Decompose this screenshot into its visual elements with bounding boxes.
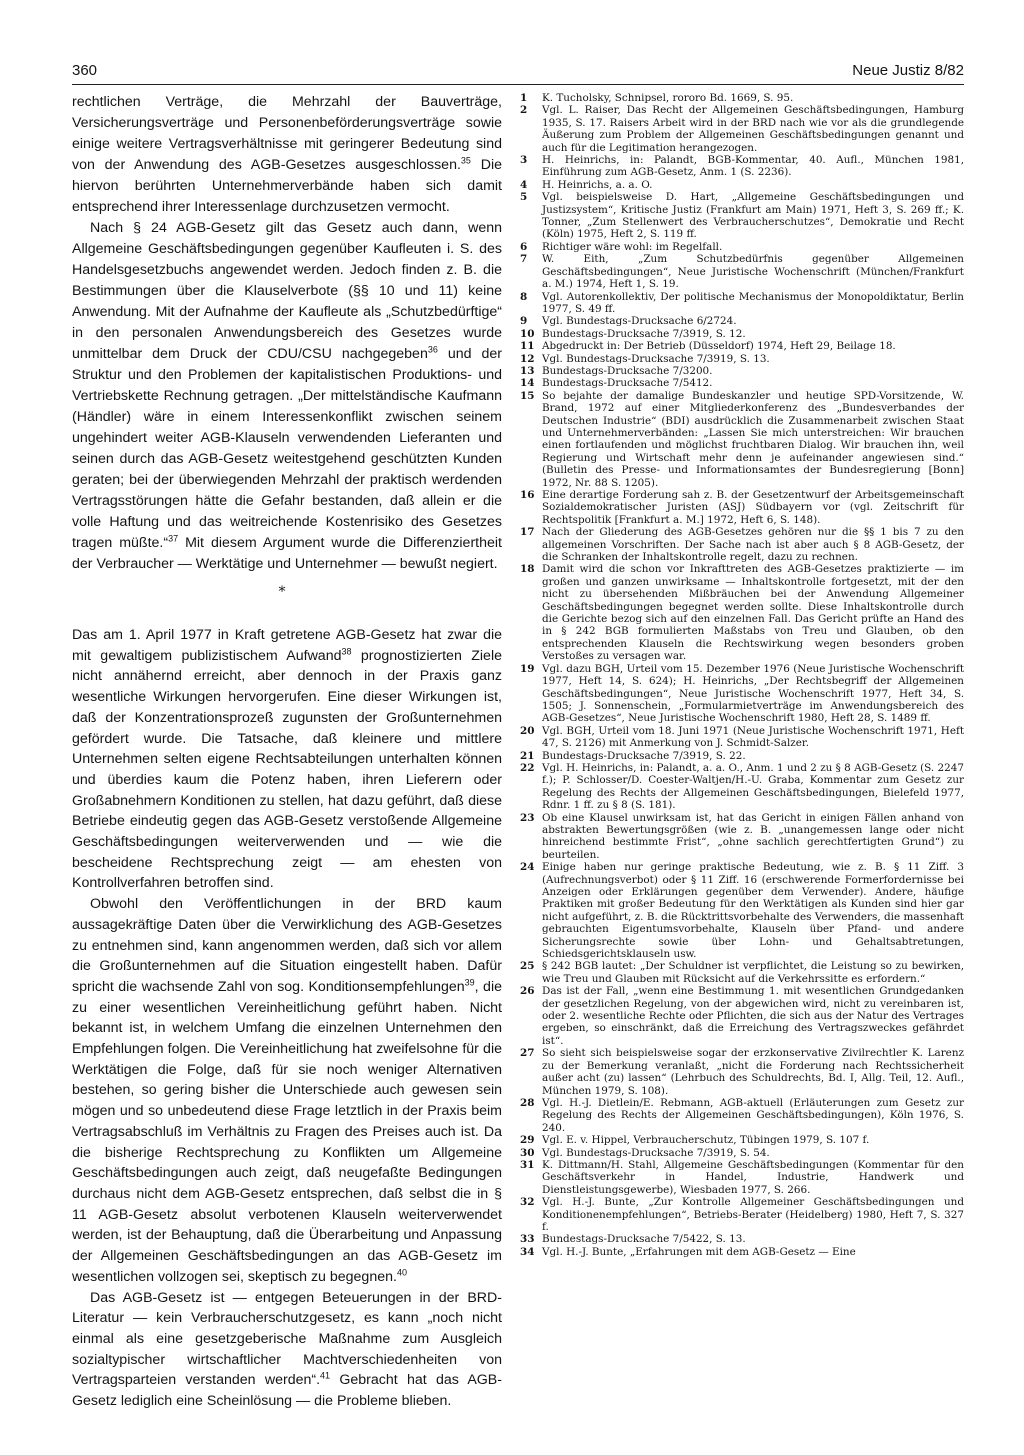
footnote-item (520, 861, 964, 960)
footnote-number: 8 (520, 290, 528, 303)
footnote-text: Vgl. E. v. Hippel, Verbraucherschutz, Tübingen 1979, S. 107 f. (542, 1134, 870, 1147)
footnote-item (520, 1147, 964, 1159)
footnote-item (520, 191, 964, 241)
footnote-number: 30 (520, 1146, 535, 1159)
footnote-item (520, 985, 964, 1047)
footnote-number: 7 (520, 253, 528, 266)
footnote-item (520, 315, 964, 327)
footnote-text: Vgl. Autorenkollektiv, Der politische Mechanismus der Monopoldiktatur, Berlin 1977, S. 49 ff. (542, 290, 964, 315)
footnote-text: Vgl. H.-J. Bunte, „Erfahrungen mit dem AGB-Gesetz — Eine (542, 1245, 856, 1258)
footnote-ref[interactable]: 36 (427, 344, 438, 355)
footnote-item (520, 960, 964, 985)
footnote-number: 16 (520, 489, 535, 501)
footnote-item (520, 563, 964, 662)
footnote-ref[interactable]: 37 (168, 533, 179, 544)
footnote-text: K. Dittmann/H. Stahl, Allgemeine Geschäftsbedingungen (Kommentar für den Geschäftsverkehr in Handel, Industrie, Handwerk und Dienstleistungsgewerbe), Wiesbaden 1977, S. 266. (542, 1158, 964, 1196)
footnote-item (520, 92, 964, 104)
paragraph: Das am 1. April 1977 in Kraft getretene AGB-Gesetz hat zwar die mit gewaltigem publizistischem Aufwand$^{38}$ prognostizierten Ziele nicht annähernd erreicht, aber dennoch in der Praxis ganz wesentliche Wirkungen hervorgerufen. Eine dieser Wirkungen ist, daß der Konzentrationsprozeß zugunsten der Großunternehmen gefördert wurde. Die Tatsache, daß kleinere und mittlere Unternehmen selten eigene Rechtsabteilungen unterhalten können und überdies kaum die Potenz haben, ihren Lieferern oder Großabnehmern Konditionen zu stellen, hat dazu geführt, daß diese Betriebe eindeutig gegen das AGB-Gesetz verstoßende Allgemeine Geschäftsbedingungen weiterverwenden und — wie die bescheidene Rechtsprechung zeigt — am ehesten von Kontrollverfahren betroffen sind. (72, 627, 502, 892)
footnote-text: Vgl. beispielsweise D. Hart, „Allgemeine Geschäftsbedingungen und Justizsystem“, Kritische Justiz (Frankfurt am Main) 1971, Heft 3, S. 269 ff.; K. Tonner, „Zum Stellenwert des Verbraucherschutzes“, Demokratie und Recht (Köln) 1975, Heft 2, S. 119 ff. (542, 191, 964, 241)
footnote-ref[interactable]: 40 (396, 1267, 407, 1278)
footnote-number: 22 (520, 761, 535, 774)
footnote-item (520, 762, 964, 812)
footnote-text: Vgl. L. Raiser, Das Recht der Allgemeinen Geschäftsbedingungen, Hamburg 1935, S. 17. Raisers Arbeit wird in der BRD nach wie vor als die grundlegende Äußerung zum Problem der Allgemeinen Geschäftsbedingungen genannt und auch für die Legitimation herangezogen. (542, 104, 964, 154)
footnote-item (520, 253, 964, 290)
footnote-number: 12 (520, 352, 535, 365)
footnote-item (520, 1233, 964, 1245)
main-text-lower (72, 625, 502, 1412)
footnote-number: 20 (520, 724, 535, 737)
footnote-text: H. Heinrichs, in: Palandt, BGB-Kommentar, 40. Aufl., München 1981, Einführung zum AGB-Gesetz, Anm. 1 (S. 2236). (542, 154, 964, 179)
footnote-text: W. Eith, „Zum Schutzbedürfnis gegenüber Allgemeinen Geschäftsbedingungen“, Neue Juristische Wochenschrift (München/Frankfurt a. M.) 1974, Heft 1, S. 19. (542, 253, 964, 291)
footnote-text: § 242 BGB lautet: „Der Schuldner ist verpflichtet, die Leistung so zu bewirken, wie Treu und Glauben mit Rücksicht auf die Verkehrssitte es erfordern.“ (542, 960, 964, 985)
footnote-text: Vgl. dazu BGH, Urteil vom 15. Dezember 1976 (Neue Juristische Wochenschrift 1977, Heft 14, S. 624); H. Heinrichs, „Der Rechtsbegriff der Allgemeinen Geschäftsbedingungen“, Neue Juristische Wochenschrift 1977, Heft 34, S. 1505; J. Sonnenschein, „Formularmietverträge im Anwendungsbereich des AGB-Gesetzes“, Neue Juristische Wochenschrift 1980, Heft 28, S. 1489 ff. (542, 662, 964, 725)
footnote-text: Bundestags-Drucksache 7/5422, S. 13. (542, 1233, 746, 1246)
footnote-ref[interactable]: 41 (320, 1370, 331, 1381)
footnote-text: Bundestags-Drucksache 7/3919, S. 22. (542, 749, 746, 762)
footnote-text: H. Heinrichs, a. a. O. (542, 178, 653, 191)
footnote-number: 2 (520, 104, 528, 117)
footnote-number: 27 (520, 1047, 535, 1060)
footnote-text: Vgl. Bundestags-Drucksache 7/3919, S. 54. (542, 1146, 770, 1159)
footnote-ref[interactable]: 38 (341, 645, 352, 656)
footnote-text: Vgl. H. Heinrichs, in: Palandt, a. a. O., Anm. 1 und 2 zu § 8 AGB-Gesetz (S. 2247 f.); P. Schlosser/D. Coester-Waltjen/H.-U. Graba, Kommentar zum Gesetz zur Regelung des Rechts der Allgemeinen Geschäftsbedingungen, Bielefeld 1977, Rdnr. 1 ff. zu § 8 (S. 181). (542, 761, 964, 812)
footnote-number: 21 (520, 749, 535, 762)
footnote-number: 10 (520, 327, 535, 340)
paragraph: Obwohl den Veröffentlichungen in der BRD kaum aussagekräftige Daten über die Verwirklichung des AGB-Gesetzes zu entnehmen sind, kann angenommen werden, daß sich vor allem die Großunternehmen auf die Situation eingestellt haben. Dafür spricht die wachsende Zahl von sog. Konditionsempfehlungen$^{39}$, die zu einer wesentlichen Vereinheitlichung geführt haben. Nicht bekannt ist, in welchem Umfang die einzelnen Unternehmen den Empfehlungen folgen. Die Vereinheitlichung hat zweifelsohne für die Werktätigen die Folge, daß für sie noch weniger Alternativen bestehen, so gering bisher die Unterschiede auch gewesen sein mögen und so unbedeutend diese Frage letztlich in der Praxis beim Vertragsabschluß im Verhältnis zu Fragen des Preises auch ist. Da die bisherige Rechtsprechung zu Konflikten um Allgemeine Geschäftsbedingungen auch zeigt, daß neugefaßte Bedingungen durchaus nicht dem AGB-Gesetz entsprechen, daß selbst die in § 11 AGB-Gesetz absolut verbotenen Klauseln weiterverwendet werden, ist der Behauptung, daß die Überarbeitung und Anpassung der Allgemeinen Geschäftsbedingungen an das AGB-Gesetz im wesentlichen vollzogen sei, skeptisch zu begegnen.$^{40}$ (72, 896, 502, 1285)
footnote-number: 23 (520, 811, 535, 824)
footnote-text: Richtiger wäre wohl: im Regelfall. (542, 240, 723, 253)
main-text-upper (72, 92, 502, 575)
footnote-ref[interactable]: 39 (464, 977, 475, 988)
paragraph: Das AGB-Gesetz ist — entgegen Beteuerungen in der BRD-Literatur — kein Verbraucherschutzgesetz, es kann „noch nicht einmal als eine gesetzgeberische Maßnahme zum Ausgleich sozialtypischer wirtschaftlicher Machtverschiedenheiten von Vertragsparteien verstanden werden“.$^{41}$ Gebracht hat das AGB-Gesetz lediglich eine Scheinlösung — die Probleme blieben. (72, 1289, 502, 1410)
footnote-number: 14 (520, 377, 535, 390)
footnote-item (520, 1047, 964, 1097)
footnote-number: 25 (520, 960, 535, 973)
footnote-item (520, 179, 964, 191)
footnote-text: So bejahte der damalige Bundeskanzler und heutige SPD-Vorsitzende, W. Brand, 1972 auf einer Mitgliederkonferenz des „Bundesverbandes der Deutschen Industrie“ (BDI) ausdrücklich die Zusammenarbeit zwischen Staat und Unternehmerverbänden: „Lassen Sie mich unterstreichen: Wir brauchen einen fortlaufenden und möglichst fruchtbaren Dialog. Wir brauchen ihn, weil Regierung und Wirtschaft mehr denn je aufeinander angewiesen sind.“ (Bulletin des Presse- und Informationsamtes der Bundesregierung [Bonn] 1972, Nr. 88 S. 1205). (542, 389, 964, 489)
footnote-item (520, 750, 964, 762)
footnote-text: Vgl. Bundestags-Drucksache 6/2724. (542, 315, 737, 328)
footnote-item (520, 812, 964, 862)
footnote-item (520, 1134, 964, 1146)
footnote-item (520, 725, 964, 750)
footnote-item (520, 104, 964, 154)
footnote-text: Bundestags-Drucksache 7/3919, S. 12. (542, 327, 746, 340)
footnote-number: 24 (520, 861, 535, 874)
footnote-text: Bundestags-Drucksache 7/3200. (542, 364, 713, 377)
footnote-number: 17 (520, 526, 535, 539)
footnote-item (520, 1097, 964, 1134)
footnote-number: 18 (520, 563, 535, 576)
footnote-number: 4 (520, 178, 528, 191)
footnote-number: 13 (520, 364, 535, 377)
footnote-text: Vgl. H.-J. Dietlein/E. Rebmann, AGB-aktuell (Erläuterungen zum Gesetz zur Regelung des Rechts der Allgemeinen Geschäftsbedingungen), Köln 1976, S. 240. (542, 1096, 964, 1134)
footnote-number: 28 (520, 1096, 535, 1109)
footnote-text: Vgl. Bundestags-Drucksache 7/3919, S. 13. (542, 352, 770, 365)
footnote-number: 19 (520, 662, 535, 675)
footnote-item (520, 377, 964, 389)
paragraph: Nach § 24 AGB-Gesetz gilt das Gesetz auch dann, wenn Allgemeine Geschäftsbedingungen gegenüber Kaufleuten i. S. des Handelsgesetzbuchs angewendet werden. Jedoch finden z. B. die Bestimmungen über die Klauselverbote (§§ 10 und 11) keine Anwendung. Mit der Aufnahme der Kaufleute als „Schutzbedürftige“ in den personalen Anwendungsbereich des Gesetzes wurde unmittelbar dem Druck der CDU/CSU nachgegeben$^{36}$ und der Struktur und den Problemen der kapitalistischen Produktions- und Vertriebskette Rechnung getragen. „Der mittelständische Kaufmann (Händler) wäre in einem Interessenkonflikt zwischen seinem ungehindert weiter AGB-Klauseln verwendenden Lieferanten und seinen durch das AGB-Gesetz weitestgehend geschützten Kunden geraten; bei der überwiegenden Mehrzahl der praktisch werdenden Vertragsstörungen hätte die Gefahr bestanden, daß allein er die volle Haftung und das weitreichende Kostenrisiko des Gesetzes tragen müßte.“$^{37}$ Mit diesem Argument wurde die Differenziertheit der Verbraucher — Werktätige und Unternehmer — bewußt negiert. (72, 220, 502, 572)
footnote-text: Bundestags-Drucksache 7/5412. (542, 377, 713, 390)
footnote-item (520, 340, 964, 352)
footnote-item (520, 353, 964, 365)
footnote-text: Vgl. BGH, Urteil vom 18. Juni 1971 (Neue Juristische Wochenschrift 1971, Heft 47, S. 2126) mit Anmerkung von J. Schmidt-Salzer. (542, 724, 964, 750)
footnote-number: 1 (520, 92, 528, 104)
footnote-text: K. Tucholsky, Schnipsel, rororo Bd. 1669, S. 95. (542, 92, 794, 104)
section-separator: * (278, 584, 286, 600)
footnote-item (520, 1159, 964, 1196)
footnote-item (520, 1196, 964, 1233)
paragraph: rechtlichen Verträge, die Mehrzahl der Bauverträge, Versicherungsverträge und Personenbeförderungsverträge sowie einige weitere Vertragsverhältnisse mit geringerer Bedeutung sind von der Anwendung des AGB-Gesetzes ausgeschlossen.$^{35}$ Die hiervon berührten Unternehmerverbände haben sich damit entsprechend ihrer Interessenlage durchzusetzen vermocht. (72, 94, 503, 215)
footnote-item (520, 365, 964, 377)
footnote-text: Vgl. H.-J. Bunte, „Zur Kontrolle Allgemeiner Geschäftsbedingungen und Konditionenempfehlungen“, Betriebs-Berater (Heidelberg) 1980, Heft 7, S. 327 f. (542, 1196, 964, 1233)
footnote-number: 6 (520, 240, 528, 253)
footnote-number: 32 (520, 1196, 535, 1209)
footnote-number: 31 (520, 1158, 535, 1171)
footnote-text: Abgedruckt in: Der Betrieb (Düsseldorf) 1974, Heft 29, Beilage 18. (542, 340, 896, 353)
footnote-item (520, 1246, 964, 1258)
footnote-item (520, 526, 964, 563)
page-number: 360 (72, 62, 98, 79)
footnote-text: Eine derartige Forderung sah z. B. der Gesetzentwurf der Arbeitsgemeinschaft Sozialdemokratischer Juristen (ASJ) Südbayern vor (vgl. Zeitschrift für Rechtspolitik [Frankfurt a. M.] 1972, Heft 6, S. 148). (542, 489, 964, 526)
footnotes-column (520, 92, 964, 1258)
footnote-item (520, 489, 964, 526)
footnote-text: So sieht sich beispielsweise sogar der erzkonservative Zivilrechtler K. Larenz zu der Bemerkung veranlaßt, „nicht die Forderung nach Rechtssicherheit außer acht (zu) lassen“ (Lehrbuch des Schuldrechts, Bd. I, Allg. Teil, 12. Aufl., München 1979, S. 108). (542, 1047, 964, 1097)
journal-title: Neue Justiz 8/82 (852, 62, 964, 79)
footnote-text: Damit wird die schon vor Inkrafttreten des AGB-Gesetzes praktizierte — im großen und ganzen unwirksame — Inhaltskontrolle fortgesetzt, mit der den nicht zu übersehenden Mißbräuchen bei der Anwendung Allgemeiner Geschäftsbedingungen begegnet werden sollte. Diese Inhaltskontrolle durch die Gerichte bezog sich auf den einzelnen Fall. Das Gericht prüfte an Hand des in § 242 BGB formulierten Maßstabs von Treu und Glauben, ob den entsprechenden Klauseln die Rechtswirkung wegen besonders groben Verstoßes zu versagen war. (542, 563, 964, 663)
footnote-ref[interactable]: 35 (460, 155, 471, 166)
footnote-item (520, 328, 964, 340)
footnote-item (520, 663, 964, 725)
footnote-item (520, 154, 964, 179)
footnote-text: Nach der Gliederung des AGB-Gesetzes gehören nur die §§ 1 bis 7 zu den allgemeinen Vorschriften. Der Sache nach ist aber auch § 8 AGB-Gesetz, der die Schranken der Inhaltskontrolle regelt, dazu zu rechnen. (542, 526, 964, 564)
footnote-number: 15 (520, 389, 535, 402)
footnote-number: 34 (520, 1245, 535, 1258)
footnote-number: 3 (520, 154, 528, 167)
footnote-text: Das ist der Fall, „wenn eine Bestimmung 1. mit wesentlichen Grundgedanken der gesetzlichen Regelung, von der abgewichen wird, nicht zu vereinbaren ist, oder 2. wesentliche Rechte oder Pflichten, die sich aus der Natur des Vertrages ergeben, so einschränkt, daß die Erreichung des Vertragszweckes gefährdet ist“. (542, 985, 964, 1047)
footnote-number: 26 (520, 985, 535, 998)
footnote-number: 11 (520, 340, 535, 353)
page-header (72, 62, 964, 85)
footnote-number: 5 (520, 191, 528, 204)
footnote-number: 33 (520, 1233, 535, 1246)
footnote-item (520, 241, 964, 253)
footnote-text: Einige haben nur geringe praktische Bedeutung, wie z. B. § 11 Ziff. 3 (Aufrechnungsverbot) oder § 11 Ziff. 16 (erschwerende Formerfordernisse bei Anzeigen oder Erklärungen gegenüber dem Verwender). Andere, häufige Praktiken mit großer Bedeutung für den Werktätigen als Kunden sind hier gar nicht aufgeführt, z. B. die Rücktrittsvorbehalte des Verwenders, die massenhaft gebrauchten Eigentumsvorbehalte, Klauseln über Pfand- und andere Sicherungsrechte sowie über Lohn- und Gehaltsabtretungen, Schiedsgerichtsklauseln usw. (542, 861, 964, 961)
footnote-item (520, 291, 964, 316)
footnote-item (520, 390, 964, 489)
footnote-text: Ob eine Klausel unwirksam ist, hat das Gericht in einigen Fällen anhand von abstrakten Bewertungsgrößen (wie z. B. „unangemessen lange oder nicht hinreichend bestimmte Frist“, „ohne sachlich gerechtfertigten Grund“) zu beurteilen. (542, 811, 964, 861)
footnote-number: 29 (520, 1134, 535, 1147)
footnote-number: 9 (520, 315, 528, 328)
